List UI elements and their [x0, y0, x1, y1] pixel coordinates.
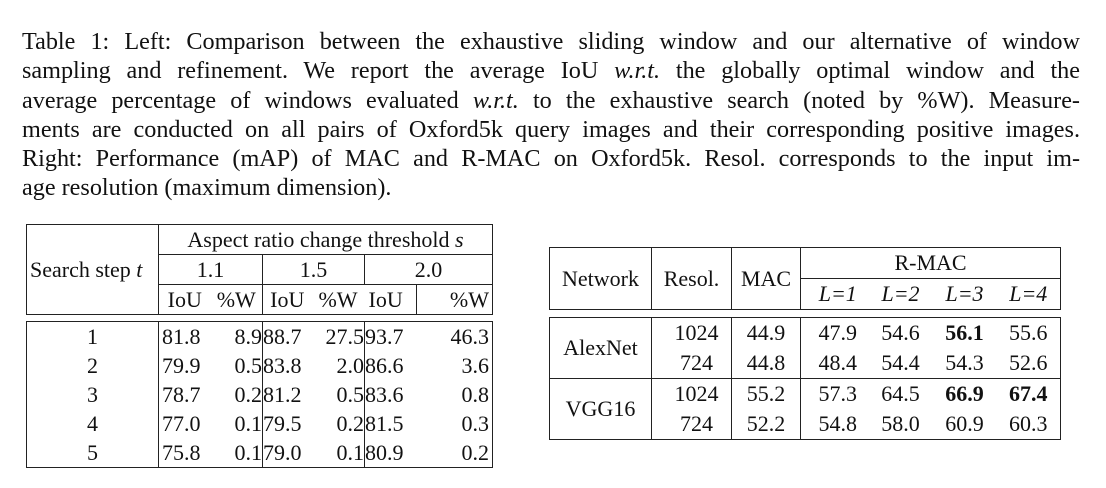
- spacer: [27, 315, 493, 322]
- bold-value: 56.1: [945, 320, 984, 345]
- resol-cell: 724: [652, 348, 732, 379]
- value-cell: 0.2: [312, 409, 365, 438]
- value-cell: 79.9: [162, 353, 201, 378]
- value-cell: 75.8: [159, 438, 211, 468]
- caption-line-6: [22, 173, 1080, 202]
- caption-line-5: [22, 144, 1080, 173]
- level-text: L=2: [881, 281, 920, 306]
- group-header: [159, 225, 493, 255]
- row-header: [27, 255, 159, 285]
- level-text: L=3: [945, 281, 984, 306]
- value-cell: 81.2: [263, 382, 302, 407]
- value-cell: 79.5: [263, 411, 302, 436]
- resol-cell: 724: [652, 409, 732, 440]
- value-cell: 81.5: [365, 411, 404, 436]
- empty-cell: [27, 285, 159, 315]
- sub-header: %W: [312, 285, 365, 315]
- rmac-cell: 48.4: [801, 348, 869, 379]
- threshold-header: 1.1: [159, 255, 263, 285]
- sub-header: %W: [211, 285, 263, 315]
- group-symbol: s: [455, 227, 464, 252]
- caption-text: ments are conducted on all pairs of Oxford5k query images and their corresponding positive images.: [22, 115, 1080, 143]
- caption-text: average percentage of windows evaluated: [22, 86, 473, 114]
- value-cell: 0.5: [312, 380, 365, 409]
- value-cell: 80.9: [365, 438, 417, 468]
- caption-line-1: [22, 27, 1080, 56]
- caption-italic: w.r.t.: [614, 57, 661, 85]
- window-sampling-table: [26, 224, 493, 468]
- rmac-cell: 54.6: [869, 318, 933, 349]
- caption-text: sampling and refinement. We report the average IoU: [22, 57, 615, 85]
- value-cell: 0.1: [312, 438, 365, 468]
- rmac-header: R-MAC: [801, 248, 1061, 279]
- value-cell: 0.1: [211, 409, 263, 438]
- sub-header: IoU: [365, 285, 417, 315]
- network-cell: AlexNet: [550, 318, 652, 379]
- caption-line-4: [22, 115, 1080, 144]
- value-cell: 77.0: [162, 411, 201, 436]
- caption-text: Table 1: Left: Comparison between the exhaustive sliding window and our alternative of window: [22, 28, 1080, 55]
- caption-text: to the exhaustive search (noted by %W). Measure-: [518, 86, 1080, 114]
- threshold-header: 2.0: [365, 255, 493, 285]
- bold-value: 67.4: [1009, 381, 1048, 406]
- rmac-cell: 57.3: [818, 381, 857, 406]
- network-header: Network: [550, 248, 652, 310]
- value-cell: 78.7: [162, 382, 201, 407]
- value-cell: 0.1: [211, 438, 263, 468]
- caption-text: Right: Performance (mAP) of MAC and R-MAC on Oxford5k. Resol. corresponds to the input im-: [22, 145, 1080, 173]
- rmac-cell: 58.0: [869, 409, 933, 440]
- row-symbol: t: [136, 257, 143, 282]
- threshold-header: 1.5: [263, 255, 365, 285]
- rmac-cell-best: [933, 318, 997, 349]
- step-cell: 3: [27, 380, 159, 409]
- caption-text: age resolution (maximum dimension).: [22, 174, 392, 202]
- step-cell: 5: [27, 438, 159, 468]
- mac-cell: 52.2: [732, 409, 801, 440]
- value-cell: 8.9: [211, 322, 263, 352]
- value-cell: 0.2: [417, 438, 493, 468]
- rmac-cell: 52.6: [997, 348, 1061, 379]
- sub-header: IoU: [263, 285, 312, 315]
- rmac-cell-best: [997, 379, 1061, 410]
- value-cell: 27.5: [312, 322, 365, 352]
- sub-header: %W: [417, 285, 493, 315]
- caption-text: the globally optimal window and the: [660, 57, 1080, 85]
- caption-italic: w.r.t.: [472, 86, 519, 114]
- step-cell: 4: [27, 409, 159, 438]
- value-cell: 83.6: [365, 382, 404, 407]
- mac-cell: 55.2: [732, 379, 801, 410]
- value-cell: 79.0: [263, 438, 312, 468]
- level-header: [869, 279, 933, 310]
- value-cell: 46.3: [417, 322, 493, 352]
- rmac-cell: 64.5: [881, 381, 920, 406]
- caption-line-3: [22, 86, 1080, 115]
- rmac-cell: 60.3: [997, 409, 1061, 440]
- step-cell: 2: [27, 351, 159, 380]
- resol-cell: 1024: [652, 318, 732, 349]
- rmac-cell-best: [933, 379, 997, 410]
- rmac-cell: 54.4: [869, 348, 933, 379]
- mac-rmac-table: [549, 247, 1061, 440]
- rmac-cell: 54.3: [933, 348, 997, 379]
- level-header: [801, 279, 869, 310]
- resol-header: Resol.: [652, 248, 732, 310]
- resol-cell: 1024: [652, 379, 732, 410]
- level-header: [933, 279, 997, 310]
- value-cell: 0.2: [211, 380, 263, 409]
- rmac-cell: 54.8: [801, 409, 869, 440]
- spacer: [550, 310, 1061, 318]
- row-header-text: Search step: [30, 257, 131, 282]
- value-cell: 83.8: [263, 353, 302, 378]
- mac-header: MAC: [732, 248, 801, 310]
- value-cell: 3.6: [417, 351, 493, 380]
- value-cell: 0.8: [417, 380, 493, 409]
- mac-cell: 44.9: [732, 318, 801, 349]
- value-cell: 88.7: [263, 322, 312, 352]
- group-header-text: Aspect ratio change threshold: [187, 227, 450, 252]
- value-cell: 81.8: [159, 322, 211, 352]
- step-cell: 1: [27, 322, 159, 352]
- mac-cell: 44.8: [732, 348, 801, 379]
- network-cell: VGG16: [550, 379, 652, 440]
- caption-line-2: [22, 56, 1080, 85]
- bold-value: 66.9: [945, 381, 984, 406]
- empty-corner: [27, 225, 159, 255]
- value-cell: 86.6: [365, 353, 404, 378]
- table-caption: [22, 27, 1080, 203]
- rmac-cell: 47.9: [801, 318, 869, 349]
- sub-header: IoU: [159, 285, 211, 315]
- rmac-cell: 55.6: [997, 318, 1061, 349]
- level-text: L=4: [1009, 281, 1048, 306]
- value-cell: 93.7: [365, 322, 417, 352]
- level-header: [997, 279, 1061, 310]
- value-cell: 2.0: [312, 351, 365, 380]
- value-cell: 0.3: [417, 409, 493, 438]
- rmac-cell: 60.9: [933, 409, 997, 440]
- value-cell: 0.5: [211, 351, 263, 380]
- level-text: L=1: [818, 281, 857, 306]
